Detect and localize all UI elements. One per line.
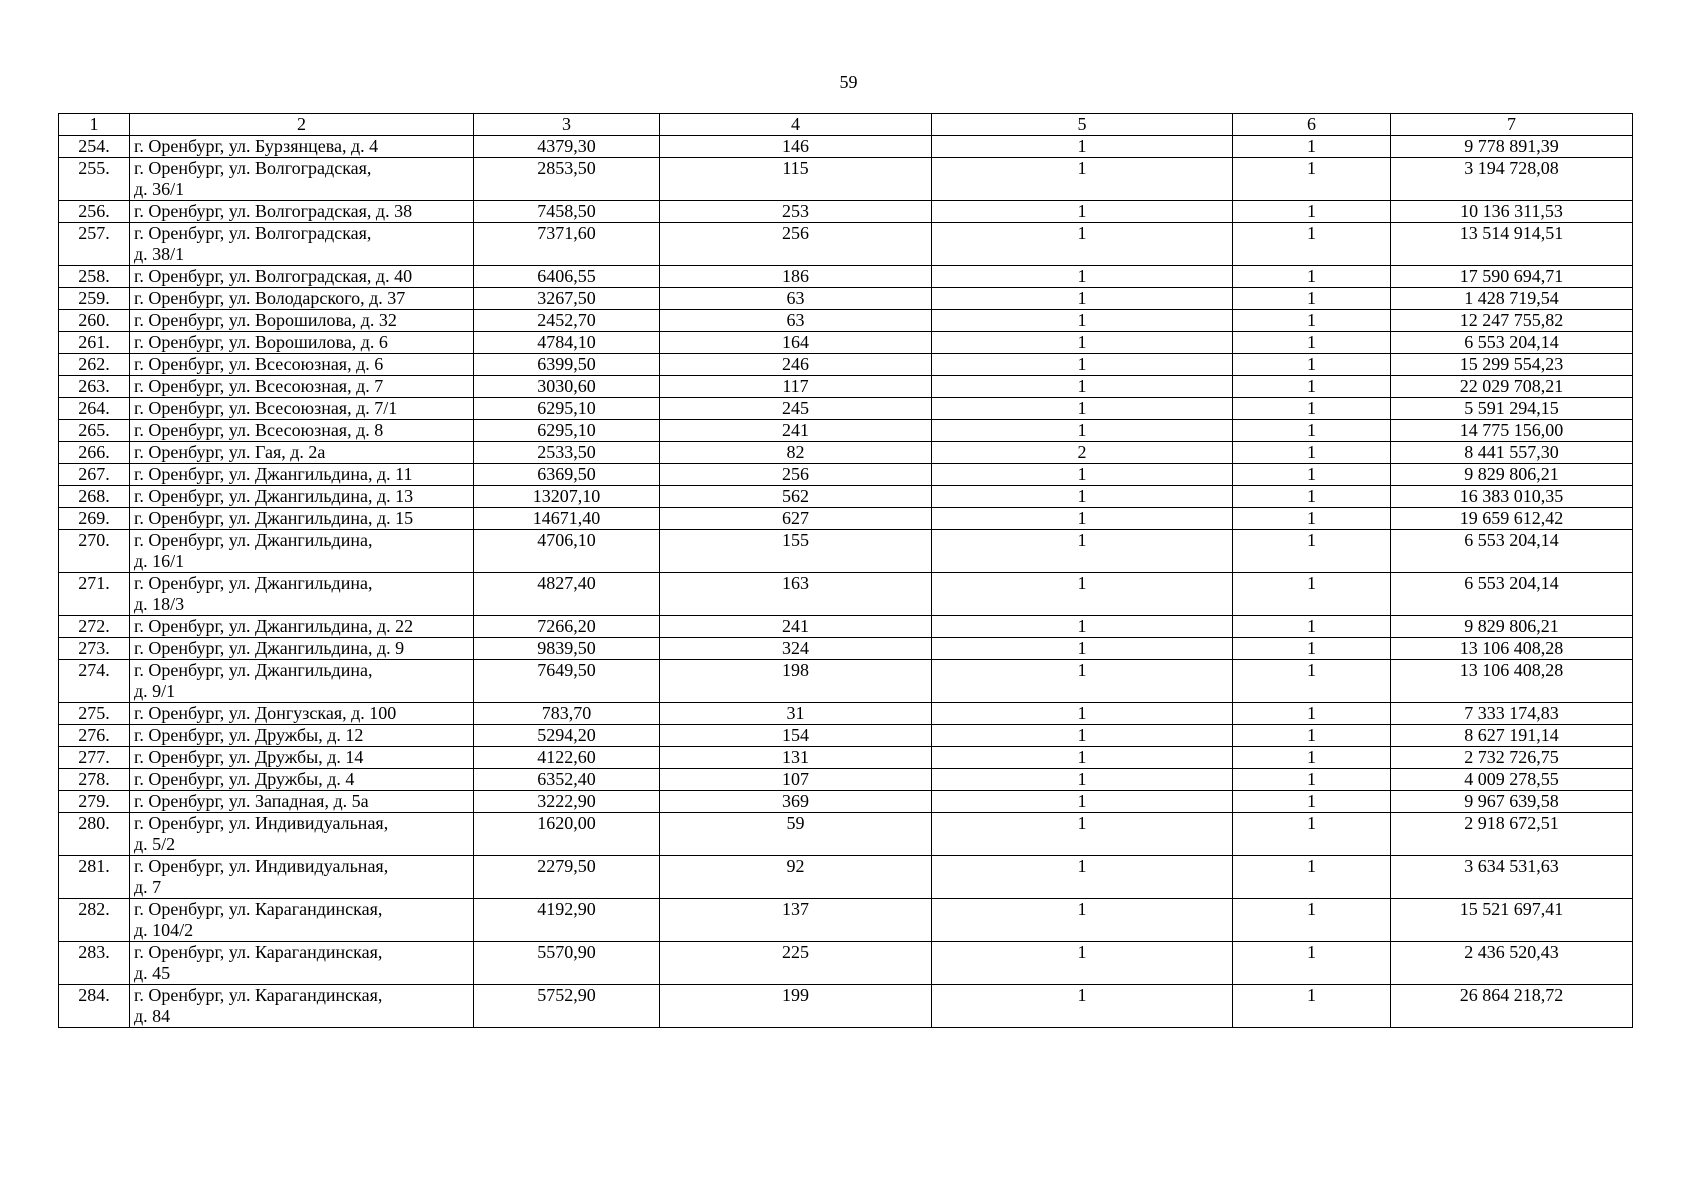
row-number: 264. (59, 398, 130, 420)
col6-cell: 1 (1233, 769, 1391, 791)
row-number: 261. (59, 332, 130, 354)
area-cell: 2452,70 (474, 310, 660, 332)
address-cell: г. Оренбург, ул. Джангильдина, д. 18/3 (130, 573, 474, 616)
amount-cell: 15 521 697,41 (1391, 899, 1633, 942)
table-row (59, 158, 1633, 201)
row-number: 281. (59, 856, 130, 899)
address-cell: г. Оренбург, ул. Бурзянцева, д. 4 (130, 136, 474, 158)
col5-cell: 1 (932, 942, 1233, 985)
address-cell: г. Оренбург, ул. Волгоградская, д. 36/1 (130, 158, 474, 201)
amount-cell: 1 428 719,54 (1391, 288, 1633, 310)
row-number: 255. (59, 158, 130, 201)
col6-cell: 1 (1233, 942, 1391, 985)
col6-cell: 1 (1233, 725, 1391, 747)
row-number: 275. (59, 703, 130, 725)
area-cell: 4827,40 (474, 573, 660, 616)
amount-cell: 14 775 156,00 (1391, 420, 1633, 442)
col6-cell: 1 (1233, 616, 1391, 638)
col5-cell: 1 (932, 376, 1233, 398)
col6-cell: 1 (1233, 136, 1391, 158)
area-cell: 6295,10 (474, 420, 660, 442)
table-row (59, 223, 1633, 266)
address-cell: г. Оренбург, ул. Дружбы, д. 12 (130, 725, 474, 747)
amount-cell: 19 659 612,42 (1391, 508, 1633, 530)
amount-cell: 8 627 191,14 (1391, 725, 1633, 747)
amount-cell: 6 553 204,14 (1391, 332, 1633, 354)
address-cell: г. Оренбург, ул. Волгоградская, д. 40 (130, 266, 474, 288)
table-row (59, 985, 1633, 1028)
row-number: 273. (59, 638, 130, 660)
amount-cell: 13 106 408,28 (1391, 638, 1633, 660)
residents-cell: 627 (660, 508, 932, 530)
amount-cell: 7 333 174,83 (1391, 703, 1633, 725)
amount-cell: 9 829 806,21 (1391, 464, 1633, 486)
row-number: 278. (59, 769, 130, 791)
col5-cell: 1 (932, 201, 1233, 223)
area-cell: 4192,90 (474, 899, 660, 942)
address-cell: г. Оренбург, ул. Волгоградская, д. 38/1 (130, 223, 474, 266)
table-row (59, 486, 1633, 508)
residents-cell: 59 (660, 813, 932, 856)
residents-cell: 199 (660, 985, 932, 1028)
residents-cell: 225 (660, 942, 932, 985)
table-row (59, 442, 1633, 464)
residents-cell: 186 (660, 266, 932, 288)
area-cell: 3030,60 (474, 376, 660, 398)
col6-cell: 1 (1233, 288, 1391, 310)
address-cell: г. Оренбург, ул. Карагандинская, д. 104/2 (130, 899, 474, 942)
residents-cell: 245 (660, 398, 932, 420)
area-cell: 5294,20 (474, 725, 660, 747)
row-number: 259. (59, 288, 130, 310)
residents-cell: 154 (660, 725, 932, 747)
col6-cell: 1 (1233, 486, 1391, 508)
amount-cell: 16 383 010,35 (1391, 486, 1633, 508)
amount-cell: 6 553 204,14 (1391, 573, 1633, 616)
row-number: 257. (59, 223, 130, 266)
area-cell: 7266,20 (474, 616, 660, 638)
row-number: 263. (59, 376, 130, 398)
col5-cell: 1 (932, 464, 1233, 486)
table-row (59, 616, 1633, 638)
table-row (59, 288, 1633, 310)
area-cell: 7649,50 (474, 660, 660, 703)
col6-cell: 1 (1233, 398, 1391, 420)
amount-cell: 2 436 520,43 (1391, 942, 1633, 985)
address-cell: г. Оренбург, ул. Всесоюзная, д. 8 (130, 420, 474, 442)
header-col-7: 7 (1391, 114, 1633, 136)
residents-cell: 107 (660, 769, 932, 791)
address-cell: г. Оренбург, ул. Индивидуальная, д. 5/2 (130, 813, 474, 856)
residents-cell: 256 (660, 223, 932, 266)
area-cell: 6406,55 (474, 266, 660, 288)
table-row (59, 942, 1633, 985)
area-cell: 4122,60 (474, 747, 660, 769)
table-row (59, 856, 1633, 899)
row-number: 270. (59, 530, 130, 573)
table-row (59, 813, 1633, 856)
residents-cell: 246 (660, 354, 932, 376)
col5-cell: 1 (932, 310, 1233, 332)
row-number: 268. (59, 486, 130, 508)
col6-cell: 1 (1233, 660, 1391, 703)
area-cell: 4379,30 (474, 136, 660, 158)
col6-cell: 1 (1233, 420, 1391, 442)
col6-cell: 1 (1233, 747, 1391, 769)
table-row (59, 398, 1633, 420)
table-row (59, 376, 1633, 398)
table-row (59, 310, 1633, 332)
address-cell: г. Оренбург, ул. Дружбы, д. 14 (130, 747, 474, 769)
amount-cell: 9 829 806,21 (1391, 616, 1633, 638)
row-number: 271. (59, 573, 130, 616)
area-cell: 5570,90 (474, 942, 660, 985)
col6-cell: 1 (1233, 508, 1391, 530)
header-col-6: 6 (1233, 114, 1391, 136)
amount-cell: 3 194 728,08 (1391, 158, 1633, 201)
address-cell: г. Оренбург, ул. Гая, д. 2а (130, 442, 474, 464)
col5-cell: 1 (932, 747, 1233, 769)
amount-cell: 26 864 218,72 (1391, 985, 1633, 1028)
col6-cell: 1 (1233, 376, 1391, 398)
address-cell: г. Оренбург, ул. Джангильдина, д. 13 (130, 486, 474, 508)
amount-cell: 13 514 914,51 (1391, 223, 1633, 266)
address-cell: г. Оренбург, ул. Донгузская, д. 100 (130, 703, 474, 725)
amount-cell: 5 591 294,15 (1391, 398, 1633, 420)
address-cell: г. Оренбург, ул. Всесоюзная, д. 7/1 (130, 398, 474, 420)
row-number: 258. (59, 266, 130, 288)
table-row (59, 420, 1633, 442)
area-cell: 13207,10 (474, 486, 660, 508)
residents-cell: 115 (660, 158, 932, 201)
row-number: 280. (59, 813, 130, 856)
col5-cell: 1 (932, 420, 1233, 442)
col6-cell: 1 (1233, 530, 1391, 573)
amount-cell: 8 441 557,30 (1391, 442, 1633, 464)
table-row (59, 530, 1633, 573)
row-number: 269. (59, 508, 130, 530)
col6-cell: 1 (1233, 266, 1391, 288)
address-cell: г. Оренбург, ул. Джангильдина, д. 11 (130, 464, 474, 486)
address-cell: г. Оренбург, ул. Западная, д. 5а (130, 791, 474, 813)
area-cell: 6399,50 (474, 354, 660, 376)
header-col-4: 4 (660, 114, 932, 136)
area-cell: 4706,10 (474, 530, 660, 573)
table-row (59, 747, 1633, 769)
table-row (59, 660, 1633, 703)
col6-cell: 1 (1233, 158, 1391, 201)
row-number: 274. (59, 660, 130, 703)
col5-cell: 1 (932, 769, 1233, 791)
address-cell: г. Оренбург, ул. Джангильдина, д. 9/1 (130, 660, 474, 703)
area-cell: 3222,90 (474, 791, 660, 813)
address-cell: г. Оренбург, ул. Ворошилова, д. 6 (130, 332, 474, 354)
residents-cell: 63 (660, 310, 932, 332)
area-cell: 5752,90 (474, 985, 660, 1028)
table-header (59, 114, 1633, 136)
row-number: 276. (59, 725, 130, 747)
address-cell: г. Оренбург, ул. Володарского, д. 37 (130, 288, 474, 310)
table-row (59, 508, 1633, 530)
table-row (59, 332, 1633, 354)
area-cell: 1620,00 (474, 813, 660, 856)
residents-cell: 324 (660, 638, 932, 660)
address-cell: г. Оренбург, ул. Карагандинская, д. 45 (130, 942, 474, 985)
amount-cell: 2 732 726,75 (1391, 747, 1633, 769)
col5-cell: 1 (932, 332, 1233, 354)
row-number: 254. (59, 136, 130, 158)
col5-cell: 1 (932, 899, 1233, 942)
col6-cell: 1 (1233, 703, 1391, 725)
amount-cell: 17 590 694,71 (1391, 266, 1633, 288)
residents-cell: 146 (660, 136, 932, 158)
amount-cell: 3 634 531,63 (1391, 856, 1633, 899)
area-cell: 6295,10 (474, 398, 660, 420)
residents-cell: 155 (660, 530, 932, 573)
address-cell: г. Оренбург, ул. Карагандинская, д. 84 (130, 985, 474, 1028)
data-table (58, 113, 1633, 1028)
area-cell: 9839,50 (474, 638, 660, 660)
residents-cell: 163 (660, 573, 932, 616)
address-cell: г. Оренбург, ул. Волгоградская, д. 38 (130, 201, 474, 223)
area-cell: 7371,60 (474, 223, 660, 266)
row-number: 283. (59, 942, 130, 985)
amount-cell: 15 299 554,23 (1391, 354, 1633, 376)
col5-cell: 1 (932, 530, 1233, 573)
amount-cell: 9 778 891,39 (1391, 136, 1633, 158)
col6-cell: 1 (1233, 899, 1391, 942)
page-number: 59 (839, 72, 858, 92)
address-cell: г. Оренбург, ул. Джангильдина, д. 15 (130, 508, 474, 530)
col6-cell: 1 (1233, 354, 1391, 376)
row-number: 277. (59, 747, 130, 769)
col5-cell: 1 (932, 354, 1233, 376)
row-number: 267. (59, 464, 130, 486)
col5-cell: 1 (932, 813, 1233, 856)
col6-cell: 1 (1233, 223, 1391, 266)
row-number: 272. (59, 616, 130, 638)
residents-cell: 253 (660, 201, 932, 223)
col5-cell: 1 (932, 398, 1233, 420)
row-number: 282. (59, 899, 130, 942)
table-body (59, 136, 1633, 1028)
col5-cell: 1 (932, 638, 1233, 660)
residents-cell: 117 (660, 376, 932, 398)
col5-cell: 1 (932, 266, 1233, 288)
col6-cell: 1 (1233, 442, 1391, 464)
table-row (59, 354, 1633, 376)
area-cell: 2533,50 (474, 442, 660, 464)
col5-cell: 2 (932, 442, 1233, 464)
row-number: 256. (59, 201, 130, 223)
residents-cell: 369 (660, 791, 932, 813)
col5-cell: 1 (932, 703, 1233, 725)
amount-cell: 2 918 672,51 (1391, 813, 1633, 856)
table-row (59, 464, 1633, 486)
table-row (59, 266, 1633, 288)
address-cell: г. Оренбург, ул. Джангильдина, д. 16/1 (130, 530, 474, 573)
row-number: 262. (59, 354, 130, 376)
address-cell: г. Оренбург, ул. Всесоюзная, д. 7 (130, 376, 474, 398)
table-row (59, 201, 1633, 223)
col5-cell: 1 (932, 725, 1233, 747)
residents-cell: 63 (660, 288, 932, 310)
col5-cell: 1 (932, 158, 1233, 201)
table-row (59, 791, 1633, 813)
col5-cell: 1 (932, 791, 1233, 813)
residents-cell: 31 (660, 703, 932, 725)
header-row (59, 114, 1633, 136)
col6-cell: 1 (1233, 985, 1391, 1028)
header-col-3: 3 (474, 114, 660, 136)
amount-cell: 22 029 708,21 (1391, 376, 1633, 398)
col6-cell: 1 (1233, 332, 1391, 354)
address-cell: г. Оренбург, ул. Джангильдина, д. 22 (130, 616, 474, 638)
col6-cell: 1 (1233, 310, 1391, 332)
table-row (59, 573, 1633, 616)
header-col-1: 1 (59, 114, 130, 136)
col5-cell: 1 (932, 856, 1233, 899)
table-row (59, 769, 1633, 791)
col5-cell: 1 (932, 486, 1233, 508)
row-number: 265. (59, 420, 130, 442)
col5-cell: 1 (932, 573, 1233, 616)
col6-cell: 1 (1233, 464, 1391, 486)
residents-cell: 562 (660, 486, 932, 508)
area-cell: 6369,50 (474, 464, 660, 486)
col5-cell: 1 (932, 985, 1233, 1028)
col5-cell: 1 (932, 616, 1233, 638)
amount-cell: 9 967 639,58 (1391, 791, 1633, 813)
residents-cell: 137 (660, 899, 932, 942)
col5-cell: 1 (932, 288, 1233, 310)
residents-cell: 82 (660, 442, 932, 464)
row-number: 279. (59, 791, 130, 813)
table-row (59, 725, 1633, 747)
col6-cell: 1 (1233, 856, 1391, 899)
address-cell: г. Оренбург, ул. Ворошилова, д. 32 (130, 310, 474, 332)
row-number: 266. (59, 442, 130, 464)
address-cell: г. Оренбург, ул. Всесоюзная, д. 6 (130, 354, 474, 376)
col5-cell: 1 (932, 136, 1233, 158)
area-cell: 783,70 (474, 703, 660, 725)
area-cell: 7458,50 (474, 201, 660, 223)
table-row (59, 703, 1633, 725)
address-cell: г. Оренбург, ул. Дружбы, д. 4 (130, 769, 474, 791)
residents-cell: 241 (660, 420, 932, 442)
col6-cell: 1 (1233, 813, 1391, 856)
area-cell: 2853,50 (474, 158, 660, 201)
row-number: 284. (59, 985, 130, 1028)
row-number: 260. (59, 310, 130, 332)
amount-cell: 6 553 204,14 (1391, 530, 1633, 573)
amount-cell: 10 136 311,53 (1391, 201, 1633, 223)
amount-cell: 4 009 278,55 (1391, 769, 1633, 791)
header-col-2: 2 (130, 114, 474, 136)
col6-cell: 1 (1233, 791, 1391, 813)
residents-cell: 92 (660, 856, 932, 899)
residents-cell: 131 (660, 747, 932, 769)
area-cell: 3267,50 (474, 288, 660, 310)
amount-cell: 13 106 408,28 (1391, 660, 1633, 703)
col5-cell: 1 (932, 508, 1233, 530)
amount-cell: 12 247 755,82 (1391, 310, 1633, 332)
address-cell: г. Оренбург, ул. Джангильдина, д. 9 (130, 638, 474, 660)
table-row (59, 136, 1633, 158)
area-cell: 14671,40 (474, 508, 660, 530)
col5-cell: 1 (932, 660, 1233, 703)
area-cell: 4784,10 (474, 332, 660, 354)
residents-cell: 256 (660, 464, 932, 486)
table-row (59, 899, 1633, 942)
residents-cell: 198 (660, 660, 932, 703)
table-row (59, 638, 1633, 660)
area-cell: 2279,50 (474, 856, 660, 899)
header-col-5: 5 (932, 114, 1233, 136)
col6-cell: 1 (1233, 573, 1391, 616)
col6-cell: 1 (1233, 201, 1391, 223)
residents-cell: 164 (660, 332, 932, 354)
col6-cell: 1 (1233, 638, 1391, 660)
address-cell: г. Оренбург, ул. Индивидуальная, д. 7 (130, 856, 474, 899)
col5-cell: 1 (932, 223, 1233, 266)
residents-cell: 241 (660, 616, 932, 638)
area-cell: 6352,40 (474, 769, 660, 791)
